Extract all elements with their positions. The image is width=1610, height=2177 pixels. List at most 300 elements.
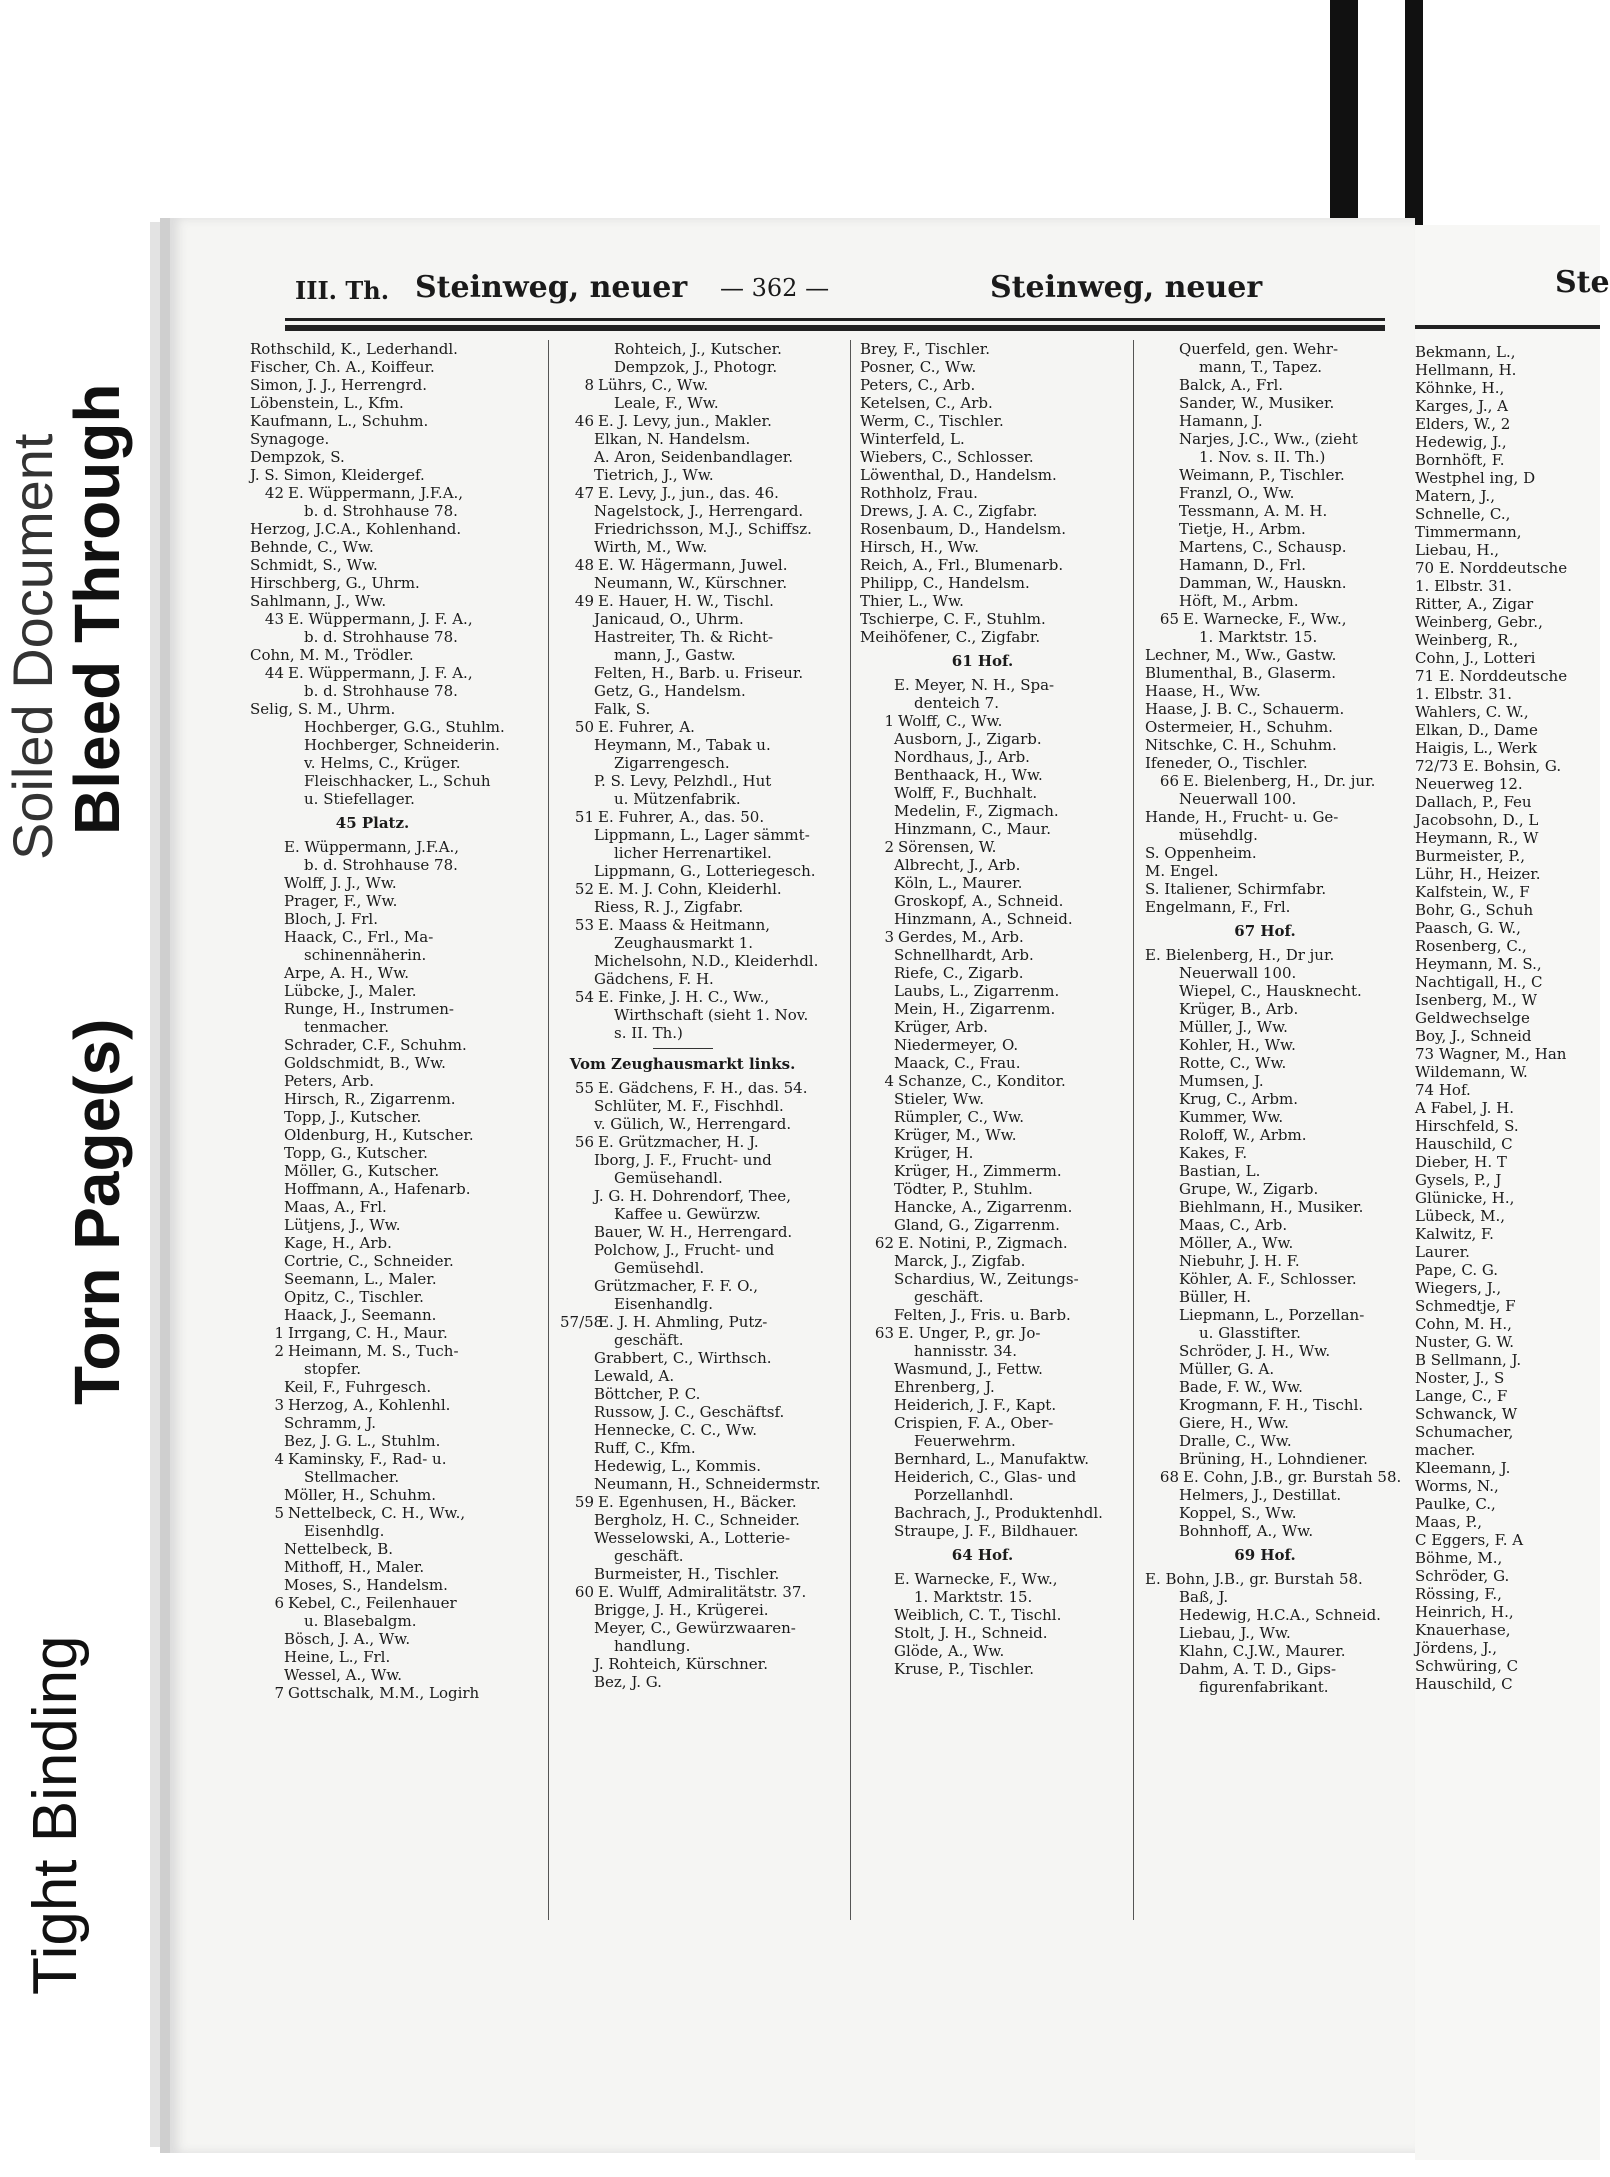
- next-page-entry: Weinberg, R.,: [1415, 631, 1519, 649]
- directory-entry: [860, 1000, 1105, 1018]
- entry-text: Rosenbaum, D., Handelsm.: [860, 520, 1066, 538]
- entry-text: Nettelbeck, C. H., Ww.,: [288, 1504, 466, 1522]
- next-page-entry: Böhme, M.,: [1415, 1549, 1503, 1567]
- entry-text: Bohnhoff, A., Ww.: [1179, 1522, 1314, 1540]
- binding-shadow-2: [1405, 0, 1423, 225]
- entry-text: handlung.: [614, 1637, 691, 1655]
- directory-entry: [250, 520, 495, 538]
- entry-text: tenmacher.: [304, 1018, 389, 1036]
- directory-entry: [1145, 754, 1385, 772]
- directory-entry: [560, 1367, 805, 1385]
- entry-text: Liepmann, L., Porzellan-: [1179, 1306, 1365, 1324]
- entry-text: Kebel, C., Feilenhauer: [288, 1594, 457, 1612]
- next-page-entry: Köhnke, H.,: [1415, 379, 1505, 397]
- entry-text: Hastreiter, Th. & Richt-: [594, 628, 774, 646]
- entry-text: Krüger, B., Arb.: [1179, 1000, 1299, 1018]
- entry-text: u. Stiefellager.: [304, 790, 415, 808]
- directory-entry: [250, 430, 495, 448]
- entry-text: Hochberger, G.G., Stuhlm.: [304, 718, 505, 736]
- entry-text: Laubs, L., Zigarrenm.: [894, 982, 1060, 1000]
- directory-entry: [1145, 1072, 1385, 1090]
- entry-text: Reich, A., Frl., Blumenarb.: [860, 556, 1064, 574]
- directory-entry: [250, 1054, 495, 1072]
- entry-text: Zeughausmarkt 1.: [614, 934, 754, 952]
- entry-text: Leale, F., Ww.: [614, 394, 719, 412]
- entry-text: Tödter, P., Stuhlm.: [894, 1180, 1033, 1198]
- house-number: 49: [574, 592, 594, 610]
- entry-text: Elkan, N. Handelsm.: [594, 430, 751, 448]
- directory-entry: [560, 1529, 805, 1547]
- entry-text: Ifeneder, O., Tischler.: [1145, 754, 1308, 772]
- directory-entry: [860, 1570, 1105, 1588]
- entry-text: Cortrie, C., Schneider.: [284, 1252, 454, 1270]
- entry-text: Lippmann, L., Lager sämmt-: [594, 826, 810, 844]
- directory-entry: [250, 874, 495, 892]
- entry-text: Wolff, F., Buchhalt.: [894, 784, 1038, 802]
- directory-entry: [1145, 1678, 1385, 1696]
- entry-text: Janicaud, O., Uhrm.: [594, 610, 744, 628]
- directory-entry: [860, 946, 1105, 964]
- entry-text: E. Levy, J., jun., das. 46.: [598, 484, 779, 502]
- entry-text: Mein, H., Zigarrenm.: [894, 1000, 1056, 1018]
- directory-entry: [1145, 826, 1385, 844]
- entry-text: Krüger, M., Ww.: [894, 1126, 1017, 1144]
- next-page-entry: macher.: [1415, 1441, 1476, 1459]
- directory-entry: [1145, 358, 1385, 376]
- directory-entry: [860, 1504, 1105, 1522]
- directory-entry: [250, 718, 505, 736]
- entry-text: Grupe, W., Zigarb.: [1179, 1180, 1319, 1198]
- entry-text: Goldschmidt, B., Ww.: [284, 1054, 446, 1072]
- directory-entry: [560, 736, 805, 754]
- next-page-entry: Wahlers, C. W.,: [1415, 703, 1529, 721]
- entry-text: Haack, J., Seemann.: [284, 1306, 437, 1324]
- directory-entry: [860, 1522, 1105, 1540]
- page-header: [295, 268, 1390, 308]
- entry-text: Franzl, O., Ww.: [1179, 484, 1295, 502]
- directory-entry: [560, 754, 805, 772]
- entry-text: Schnellhardt, Arb.: [894, 946, 1034, 964]
- directory-entry: [250, 1144, 495, 1162]
- column-2: [560, 340, 821, 1691]
- entry-text: Iborg, J. F., Frucht- und: [594, 1151, 772, 1169]
- entry-text: Wiebers, C., Schlosser.: [860, 448, 1034, 466]
- directory-entry: [560, 880, 805, 898]
- directory-entry: [860, 1216, 1105, 1234]
- directory-entry: [250, 394, 495, 412]
- entry-text: Löbenstein, L., Kfm.: [250, 394, 404, 412]
- directory-entry: [1145, 1234, 1385, 1252]
- directory-entry: [860, 1036, 1105, 1054]
- directory-entry: [560, 1241, 805, 1259]
- directory-entry: [250, 1558, 495, 1576]
- next-page-entry: Kleemann, J.: [1415, 1459, 1511, 1477]
- directory-entry: [1145, 610, 1385, 628]
- directory-entry: [860, 802, 1105, 820]
- next-page-entry: Hedewig, J.,: [1415, 433, 1507, 451]
- directory-entry: [250, 610, 495, 628]
- next-page-entry: Isenberg, M., W: [1415, 991, 1538, 1009]
- entry-text: Haase, J. B. C., Schauerm.: [1145, 700, 1345, 718]
- directory-entry: [860, 874, 1105, 892]
- directory-entry: [250, 646, 495, 664]
- directory-entry: [1145, 520, 1385, 538]
- section-heading: 67 Hof.: [1234, 922, 1296, 940]
- house-number: 66: [1159, 772, 1179, 790]
- directory-entry: [250, 628, 495, 646]
- directory-entry: [1145, 1414, 1385, 1432]
- entry-text: Wolff, J. J., Ww.: [284, 874, 397, 892]
- label-tight-binding: Tight Binding: [21, 1635, 90, 1995]
- entry-text: P. S. Levy, Pelzhdl., Hut: [594, 772, 772, 790]
- entry-text: Tietje, H., Arbm.: [1179, 520, 1306, 538]
- entry-text: Kage, H., Arb.: [284, 1234, 392, 1252]
- entry-text: Gottschalk, M.M., Logirh: [288, 1684, 480, 1702]
- house-number: 4: [884, 1072, 894, 1090]
- next-page-entry: Schröder, G.: [1415, 1567, 1510, 1585]
- entry-text: Nettelbeck, B.: [284, 1540, 394, 1558]
- directory-entry: [250, 892, 495, 910]
- entry-text: Nagelstock, J., Herrengard.: [594, 502, 804, 520]
- entry-text: Haase, H., Ww.: [1145, 682, 1261, 700]
- directory-entry: [250, 1108, 495, 1126]
- next-page-entry: Neuerweg 12.: [1415, 775, 1523, 793]
- directory-entry: [1145, 898, 1385, 916]
- house-number: 55: [574, 1079, 594, 1097]
- entry-text: Rothschild, K., Lederhandl.: [250, 340, 458, 358]
- entry-text: Bösch, J. A., Ww.: [284, 1630, 411, 1648]
- entry-text: Mumsen, J.: [1179, 1072, 1264, 1090]
- entry-text: Martens, C., Schausp.: [1179, 538, 1347, 556]
- directory-entry: [250, 1486, 495, 1504]
- directory-entry: [560, 484, 805, 502]
- entry-text: Simon, J. J., Herrengrd.: [250, 376, 428, 394]
- directory-entry: [860, 928, 1105, 946]
- directory-entry: [560, 700, 805, 718]
- directory-entry: [560, 844, 805, 862]
- entry-text: E. Meyer, N. H., Spa-: [894, 676, 1055, 694]
- directory-entry: [250, 1000, 495, 1018]
- house-number: 52: [574, 880, 594, 898]
- directory-entry: [560, 1511, 805, 1529]
- house-number: 62: [874, 1234, 894, 1252]
- entry-text: E. Wüppermann, J. F. A.,: [288, 610, 473, 628]
- directory-entry: [250, 1126, 495, 1144]
- directory-entry: [250, 1666, 495, 1684]
- directory-entry: [560, 1024, 805, 1042]
- entry-text: Schlüter, M. F., Fischhdl.: [594, 1097, 784, 1115]
- directory-entry: [250, 1090, 495, 1108]
- binding-shadow: [1330, 0, 1358, 235]
- directory-entry: [860, 748, 1105, 766]
- entry-text: u. Mützenfabrik.: [614, 790, 741, 808]
- entry-text: figurenfabrikant.: [1199, 1678, 1329, 1696]
- next-page-entry: C Eggers, F. A: [1415, 1531, 1524, 1549]
- house-number: 8: [584, 376, 594, 394]
- directory-entry: [1145, 1642, 1385, 1660]
- entry-text: Bachrach, J., Produktenhdl.: [894, 1504, 1103, 1522]
- entry-text: Heiderich, J. F., Kapt.: [894, 1396, 1057, 1414]
- directory-entry: [1145, 1036, 1385, 1054]
- entry-text: Ausborn, J., Zigarb.: [894, 730, 1042, 748]
- next-page-entry: 1. Elbstr. 31.: [1415, 685, 1513, 703]
- entry-text: E. Wüppermann, J. F. A.,: [288, 664, 473, 682]
- directory-entry: [250, 538, 495, 556]
- directory-entry: [250, 1540, 495, 1558]
- house-number: 48: [574, 556, 594, 574]
- next-page-entry: Schwüring, C: [1415, 1657, 1519, 1675]
- next-page-entry: Jacobsohn, D., L: [1415, 811, 1539, 829]
- entry-text: Balck, A., Frl.: [1179, 376, 1284, 394]
- directory-entry: [560, 1187, 805, 1205]
- entry-text: Schardius, W., Zeitungs-: [894, 1270, 1079, 1288]
- directory-entry: [860, 1270, 1105, 1288]
- directory-entry: [860, 676, 1105, 694]
- directory-entry: [560, 466, 805, 484]
- entry-text: Kaufmann, L., Schuhm.: [250, 412, 429, 430]
- next-page-entry: Hauschild, C: [1415, 1135, 1513, 1153]
- directory-entry: [560, 412, 805, 430]
- entry-text: Bauer, W. H., Herrengard.: [594, 1223, 793, 1241]
- directory-entry: [860, 1396, 1105, 1414]
- directory-entry: [560, 1313, 805, 1331]
- entry-text: b. d. Strohhause 78.: [304, 502, 458, 520]
- directory-entry: [250, 1324, 495, 1342]
- directory-entry: [250, 1360, 495, 1378]
- directory-entry: [860, 1324, 1105, 1342]
- entry-text: Ruff, C., Kfm.: [594, 1439, 696, 1457]
- entry-text: licher Herrenartikel.: [614, 844, 772, 862]
- entry-text: b. d. Strohhause 78.: [304, 682, 458, 700]
- next-page-entry: Dallach, P., Feu: [1415, 793, 1532, 811]
- entry-text: Glöde, A., Ww.: [894, 1642, 1005, 1660]
- entry-text: Sörensen, W.: [898, 838, 997, 856]
- directory-entry: [860, 694, 1105, 712]
- directory-entry: [250, 376, 495, 394]
- entry-text: Hamann, J.: [1179, 412, 1263, 430]
- directory-entry: [250, 736, 500, 754]
- directory-entry: [1145, 1144, 1385, 1162]
- directory-entry: [560, 682, 805, 700]
- directory-entry: [1145, 1468, 1402, 1486]
- directory-entry: [1145, 880, 1385, 898]
- section-rule: [653, 1048, 713, 1049]
- directory-entry: [1145, 556, 1385, 574]
- entry-text: b. d. Strohhause 78.: [304, 628, 458, 646]
- entry-text: Neuerwall 100.: [1179, 790, 1297, 808]
- directory-entry: [560, 574, 805, 592]
- entry-text: Lippmann, G., Lotteriegesch.: [594, 862, 816, 880]
- directory-entry: [860, 1018, 1105, 1036]
- directory-entry: [560, 916, 805, 934]
- next-page-entry: Karges, J., A: [1415, 397, 1509, 415]
- directory-entry: [560, 610, 805, 628]
- house-number: 1: [884, 712, 894, 730]
- entry-text: E. Fuhrer, A.: [598, 718, 695, 736]
- directory-entry: [1145, 1090, 1385, 1108]
- entry-text: Getz, G., Handelsm.: [594, 682, 746, 700]
- directory-entry: [860, 466, 1105, 484]
- directory-entry: [1145, 700, 1385, 718]
- directory-entry: [860, 1180, 1105, 1198]
- directory-entry: [1145, 340, 1385, 358]
- entry-text: Neumann, W., Kürschner.: [594, 574, 788, 592]
- directory-entry: [860, 1624, 1105, 1642]
- entry-text: J. S. Simon, Kleidergef.: [250, 466, 425, 484]
- directory-entry: [860, 910, 1105, 928]
- directory-entry: [250, 1630, 495, 1648]
- directory-entry: [560, 1295, 805, 1313]
- next-page-entry: Heymann, M. S.,: [1415, 955, 1542, 973]
- entry-text: Rotte, C., Ww.: [1179, 1054, 1287, 1072]
- entry-text: Bernhard, L., Manufaktw.: [894, 1450, 1089, 1468]
- entry-text: Mithoff, H., Maler.: [284, 1558, 425, 1576]
- directory-entry: [1145, 1450, 1385, 1468]
- entry-text: Peters, C., Arb.: [860, 376, 976, 394]
- directory-entry: [250, 1288, 495, 1306]
- directory-entry: [560, 1169, 805, 1187]
- next-page-entry: Nuster, G. W.: [1415, 1333, 1514, 1351]
- directory-entry: [560, 1583, 805, 1601]
- entry-text: Hochberger, Schneiderin.: [304, 736, 500, 754]
- next-page-entry: B Sellmann, J.: [1415, 1351, 1522, 1369]
- directory-entry: [250, 1648, 495, 1666]
- directory-entry: [860, 628, 1105, 646]
- house-number: 47: [574, 484, 594, 502]
- directory-entry: [1145, 1660, 1385, 1678]
- entry-text: Behnde, C., Ww.: [250, 538, 374, 556]
- entry-text: Grabbert, C., Wirthsch.: [594, 1349, 772, 1367]
- next-page-entry: Dieber, H. T: [1415, 1153, 1507, 1171]
- entry-text: Benthaack, H., Ww.: [894, 766, 1043, 784]
- directory-entry: [1145, 718, 1385, 736]
- next-page-entry: Boy, J., Schneid: [1415, 1027, 1532, 1045]
- entry-text: u. Glasstifter.: [1199, 1324, 1301, 1342]
- next-page-entry: Schnelle, C.,: [1415, 505, 1511, 523]
- entry-text: M. Engel.: [1145, 862, 1219, 880]
- directory-entry: [250, 928, 495, 946]
- directory-entry: [860, 1126, 1105, 1144]
- directory-entry: [560, 970, 805, 988]
- entry-text: Heiderich, C., Glas- und: [894, 1468, 1077, 1486]
- column-divider: [548, 340, 549, 1920]
- directory-entry: [560, 628, 805, 646]
- house-number: 68: [1159, 1468, 1179, 1486]
- directory-entry: [860, 766, 1105, 784]
- directory-entry: [860, 1450, 1105, 1468]
- directory-entry: [560, 1115, 805, 1133]
- entry-text: Hennecke, C. C., Ww.: [594, 1421, 758, 1439]
- column-3: [860, 340, 1105, 1678]
- directory-entry: [560, 1097, 805, 1115]
- directory-entry: [560, 1457, 805, 1475]
- directory-entry: [1145, 1486, 1385, 1504]
- entry-text: Krüger, H.: [894, 1144, 974, 1162]
- entry-text: Heine, L., Frl.: [284, 1648, 391, 1666]
- entry-text: Meihöfener, C., Zigfabr.: [860, 628, 1041, 646]
- directory-entry: [860, 484, 1105, 502]
- entry-text: Brey, F., Tischler.: [860, 340, 990, 358]
- directory-entry: [860, 1234, 1105, 1252]
- directory-entry: [860, 1162, 1105, 1180]
- entry-text: Seemann, L., Maler.: [284, 1270, 437, 1288]
- directory-entry: [250, 1594, 495, 1612]
- directory-entry: [250, 772, 495, 790]
- directory-entry: [1145, 1324, 1385, 1342]
- entry-text: Löwenthal, D., Handelsm.: [860, 466, 1057, 484]
- entry-text: Medelin, F., Zigmach.: [894, 802, 1059, 820]
- entry-text: J. Rohteich, Kürschner.: [594, 1655, 768, 1673]
- entry-text: Giere, H., Ww.: [1179, 1414, 1289, 1432]
- next-page-entry: Lange, C., F: [1415, 1387, 1508, 1405]
- entry-text: Lütjens, J., Ww.: [284, 1216, 401, 1234]
- house-number: 56: [574, 1133, 594, 1151]
- house-number: 43: [264, 610, 284, 628]
- entry-text: 1. Marktstr. 15.: [914, 1588, 1033, 1606]
- next-page-fragment: [1415, 225, 1610, 2160]
- section-heading: 69 Hof.: [1234, 1546, 1296, 1564]
- next-page-entry: Westphel ing, D: [1415, 469, 1536, 487]
- directory-entry: [1145, 1396, 1385, 1414]
- directory-entry: [1145, 484, 1385, 502]
- directory-entry: [860, 448, 1105, 466]
- directory-entry: [860, 964, 1105, 982]
- entry-text: Weimann, P., Tischler.: [1179, 466, 1345, 484]
- entry-text: Engelmann, F., Frl.: [1145, 898, 1291, 916]
- entry-text: Irrgang, C. H., Maur.: [288, 1324, 448, 1342]
- entry-text: Biehlmann, H., Musiker.: [1179, 1198, 1364, 1216]
- entry-text: Friedrichsson, M.J., Schiffsz.: [594, 520, 812, 538]
- entry-text: Nitschke, C. H., Schuhm.: [1145, 736, 1337, 754]
- directory-entry: [860, 430, 1105, 448]
- directory-entry: [860, 982, 1105, 1000]
- entry-text: Weiblich, C. T., Tischl.: [894, 1606, 1062, 1624]
- entry-text: E. Notini, P., Zigmach.: [898, 1234, 1068, 1252]
- directory-entry: [250, 1198, 495, 1216]
- house-number: 1: [274, 1324, 284, 1342]
- entry-text: Helmers, J., Destillat.: [1179, 1486, 1342, 1504]
- directory-entry: [250, 1576, 495, 1594]
- directory-entry: [1145, 1624, 1385, 1642]
- entry-text: Klahn, C.J.W., Maurer.: [1179, 1642, 1346, 1660]
- house-number: 53: [574, 916, 594, 934]
- entry-text: S. Italiener, Schirmfabr.: [1145, 880, 1327, 898]
- entry-text: Crispien, F. A., Ober-: [894, 1414, 1054, 1432]
- entry-text: Straupe, J. F., Bildhauer.: [894, 1522, 1079, 1540]
- entry-text: Groskopf, A., Schneid.: [894, 892, 1064, 910]
- next-page-column: [1415, 343, 1600, 1693]
- directory-entry: [860, 1606, 1105, 1624]
- entry-text: Schramm, J.: [284, 1414, 377, 1432]
- entry-text: Eisenhdlg.: [304, 1522, 385, 1540]
- entry-text: Schanze, C., Konditor.: [898, 1072, 1066, 1090]
- next-page-entry: Burmeister, P.,: [1415, 847, 1526, 865]
- entry-text: Dralle, C., Ww.: [1179, 1432, 1292, 1450]
- house-number: 50: [574, 718, 594, 736]
- entry-text: schinennäherin.: [304, 946, 427, 964]
- entry-text: Niedermeyer, O.: [894, 1036, 1019, 1054]
- directory-entry: [560, 1439, 805, 1457]
- directory-entry: [860, 838, 1105, 856]
- directory-entry: [250, 412, 495, 430]
- entry-text: Lührs, C., Ww.: [598, 376, 709, 394]
- next-page-entry: 70 E. Norddeutsche: [1415, 559, 1568, 577]
- directory-entry: [1145, 1126, 1385, 1144]
- directory-entry: [860, 1486, 1105, 1504]
- directory-entry: [560, 1385, 805, 1403]
- entry-text: Eisenhandlg.: [614, 1295, 714, 1313]
- entry-text: Heymann, M., Tabak u.: [594, 736, 771, 754]
